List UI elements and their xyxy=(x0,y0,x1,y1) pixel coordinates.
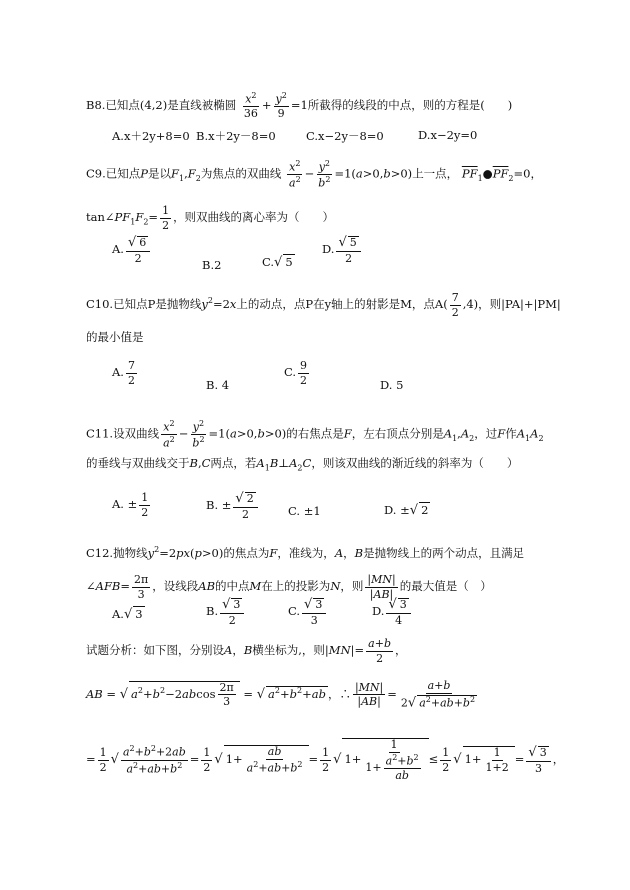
q11-option-a: A. ± $\frac{1}{2}$ xyxy=(112,491,149,519)
question-c10-line2: 的最小值是 xyxy=(86,330,144,344)
q12-option-b: B. $\frac{√ 3}{2}$ xyxy=(206,598,246,626)
question-b8: B8.已知点(4,2)是直线被椭圆 $\frac{x^2}{36}$ + $\frac{y^2}{9}$ =1所截得的线段的中点，则的方程是( ) xyxy=(86,91,513,121)
q10-option-d: D. 5 xyxy=(380,378,404,392)
q8-option-a: A.x＋2y+8=0 xyxy=(112,129,190,143)
question-c12: C12.抛物线$y^2=2px(p>0)$的焦点为F，准线为，A，B是抛物线上的两个动点，且满足 xyxy=(86,545,525,560)
q9-option-d: D. $\frac{√ 5}{2}$ xyxy=(322,236,363,264)
q12-option-a: A.√ 3 xyxy=(112,607,143,622)
question-c11-line2: 的垂线与双曲线交于B,C两点，若$A_1B\perp A_2C$，则该双曲线的渐近线的斜率为（ ） xyxy=(86,456,519,473)
q11-option-d: D. ±√ 2 xyxy=(384,503,429,518)
q8-option-b: B.x＋2y－8=0 xyxy=(196,129,276,143)
q11-option-c: C. ±1 xyxy=(288,504,321,518)
q10-option-b: B. 4 xyxy=(206,378,230,392)
q12-option-d: D. $\frac{√ 3}{4}$ xyxy=(372,598,413,626)
q8-option-c: C.x−2y－8=0 xyxy=(306,129,384,143)
q11-option-b: B. ± $\frac{√ 2}{2}$ xyxy=(206,492,260,520)
question-c11: C11.设双曲线 $\frac{x^2}{a^2}$ − $\frac{y^2}{b^2}$ =1(a>0,b>0)的右焦点是F，左右顶点分别是$A_1,A_2$，过F作$A_1A_2$ xyxy=(86,419,544,450)
question-c12-line2: ∠AFB= $\frac{2\pi}{3}$ ，设线段AB的中点M在上的投影为N，则 $\frac{|MN|}{|AB|}$ 的最大值是（ ） xyxy=(86,573,492,601)
analysis-line1: 试题分析：如下图，分别设A，B横坐标为,，则|MN|= $\frac{a+b}{2}$ ， xyxy=(86,637,407,665)
q9-option-a: A. $\frac{√ 6}{2}$ xyxy=(112,236,152,264)
analysis-line2: AB = √ $a^2+b^2-2abcos$ $\frac{2\pi}{3}$ = √ $a^2+b^2+ab$ ，∴ $\frac{|MN|}{|AB|}$ = $\frac{a+b}{2√ a^2+ab+b^2}$ xyxy=(86,679,476,711)
q8-option-d: D.x−2y=0 xyxy=(418,128,478,142)
question-c9-line2: $\tan\angle PF_1F_2=$ $\frac{1}{2}$ ，则双曲线的离心率为（ ） xyxy=(86,204,335,232)
q10-option-c: C. $\frac{9}{2}$ xyxy=(284,359,308,387)
q12-option-c: C. $\frac{√ 3}{3}$ xyxy=(288,598,328,626)
q9-option-b: B.2 xyxy=(202,258,222,272)
question-c10: C10.已知点P是抛物线$y^2=2x$上的动点，点P在y轴上的射影是M，点A( $\frac{7}{2}$ ,4)，则|PA|+|PM| xyxy=(86,291,561,319)
q9-option-c: C.√ 5 xyxy=(262,255,293,270)
analysis-line3: = $\frac{1}{2}$ √ $\frac{a^2+b^2+2ab}{a^2+ab+b^2}$ = $\frac{1}{2}$ √ 1+ $\frac{ab}{a^2+ab+b^2}$ = $\frac{1}{2}$ √ 1+ 1 1+ $\frac{a^2+b^2}{ab}$ ≤ $\frac{1}{2}$ √ 1+ $\frac{1}{1+2}$ = $\frac{√ 3}{3}$ ， xyxy=(86,738,565,782)
q10-option-a: A. $\frac{7}{2}$ xyxy=(112,359,135,387)
question-c9: C9.已知点P是以$F_1,F_2$为焦点的双曲线 $\frac{x^2}{a^2}$ − $\frac{y^2}{b^2}$ =1(a>0,b>0)上一点， $\overline{PF}_1●\overline{PF}_2=0$， xyxy=(86,159,542,190)
